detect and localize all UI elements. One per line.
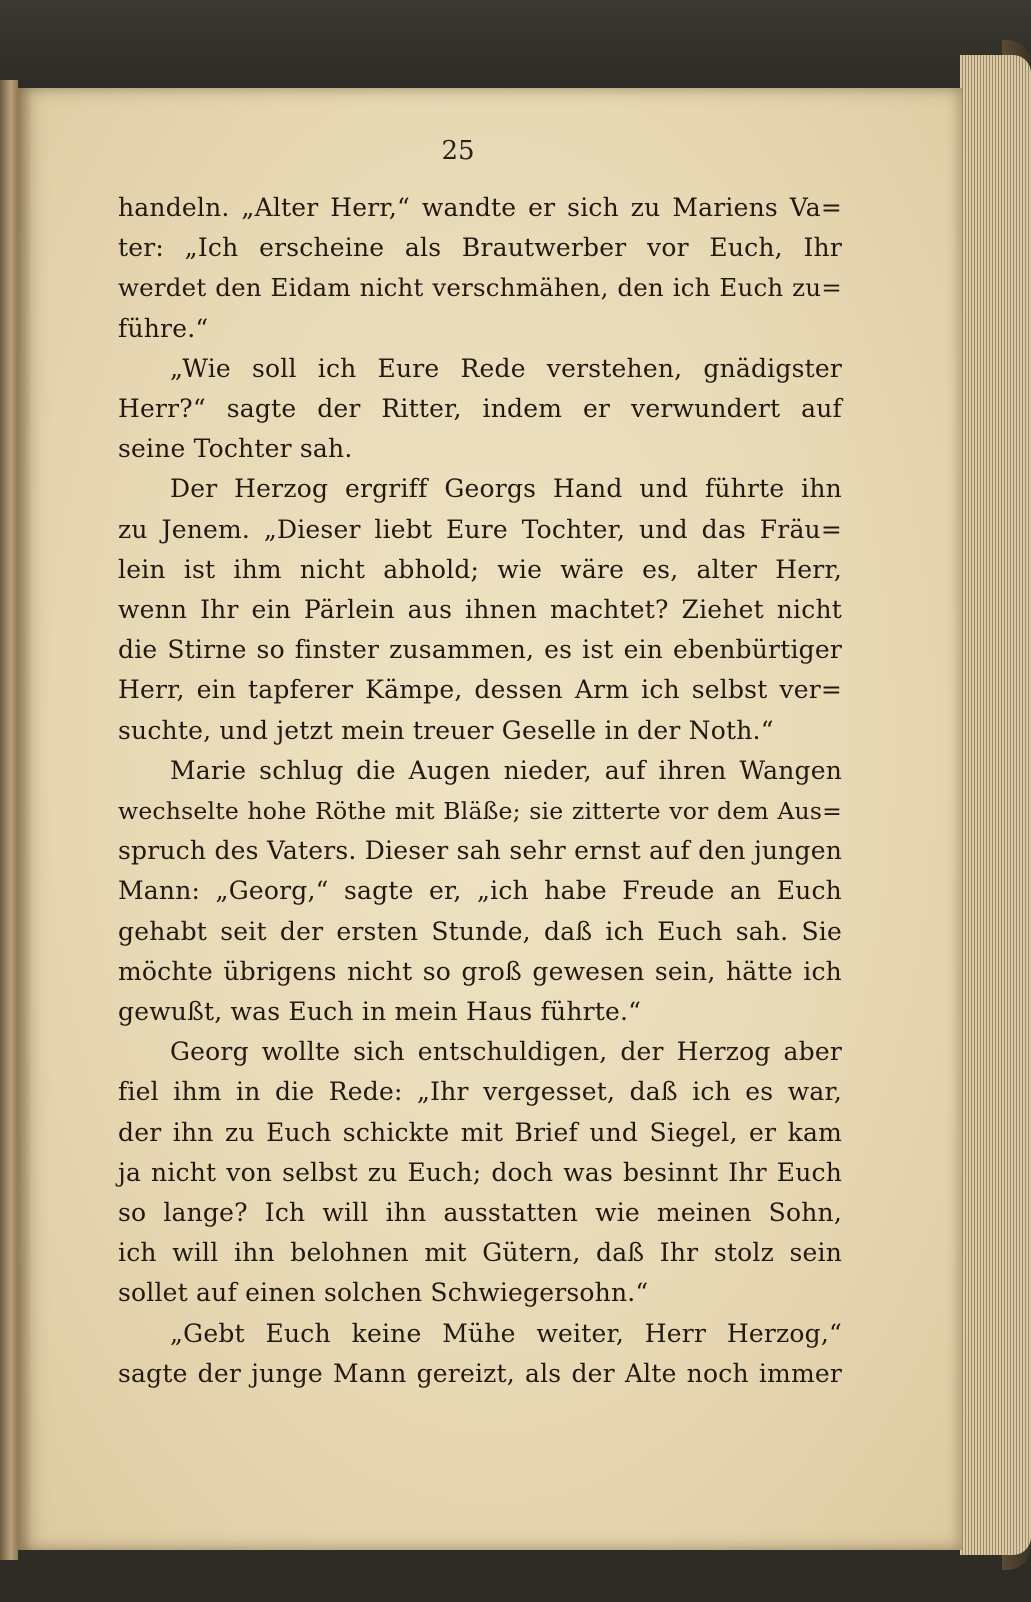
page-number: 25	[441, 136, 475, 166]
text-line: fiel ihm in die Rede: „Ihr vergesset, daß ich es war,	[118, 1077, 842, 1107]
text-line: spruch des Vaters. Dieser sah sehr ernst auf den jungen	[118, 836, 842, 866]
text-line: sagte der junge Mann gereizt, als der Alte noch immer	[118, 1358, 842, 1388]
text-line: Mann: „Georg,“ sagte er, „ich habe Freude an Euch	[118, 876, 842, 906]
text-line: Herr?“ sagte der Ritter, indem er verwundert auf	[118, 394, 842, 423]
text-line: lein ist ihm nicht abhold; wie wäre es, alter Herr,	[118, 554, 842, 584]
text-line: Herr, ein tapferer Kämpe, dessen Arm ich selbst ver=	[118, 675, 842, 705]
page-edges	[960, 55, 1031, 1555]
previous-page-edge	[0, 80, 18, 1560]
book-page	[18, 88, 962, 1550]
text-line: führe.“	[118, 313, 209, 343]
page-gutter-shadow	[18, 88, 32, 1550]
text-line: suchte, und jetzt mein treuer Geselle in der Noth.“	[118, 715, 774, 745]
text-line: handeln. „Alter Herr,“ wandte er sich zu Mariens Va=	[118, 193, 842, 222]
text-line: Marie schlug die Augen nieder, auf ihren Wangen	[170, 755, 842, 785]
text-line: so lange? Ich will ihn ausstatten wie meinen Sohn,	[118, 1198, 842, 1227]
text-line: „Wie soll ich Eure Rede verstehen, gnädigster	[170, 353, 842, 383]
text-line: wechselte hohe Röthe mit Bläße; sie zitterte vor dem Aus=	[118, 797, 842, 825]
scanner-backdrop	[0, 0, 1031, 95]
text-line: die Stirne so finster zusammen, es ist ein ebenbürtiger	[118, 635, 842, 665]
text-line: sollet auf einen solchen Schwiegersohn.“	[118, 1278, 649, 1308]
text-line: Georg wollte sich entschuldigen, der Herzog aber	[170, 1037, 842, 1067]
text-line: „Gebt Euch keine Mühe weiter, Herr Herzog,“	[170, 1318, 842, 1348]
text-line: möchte übrigens nicht so groß gewesen sein, hätte ich	[118, 956, 842, 986]
text-line: zu Jenem. „Dieser liebt Eure Tochter, und das Fräu=	[118, 514, 842, 544]
text-line: ter: „Ich erscheine als Brautwerber vor Euch, Ihr	[118, 233, 842, 263]
text-line: seine Tochter sah.	[118, 434, 353, 464]
text-line: ich will ihn belohnen mit Gütern, daß Ihr stolz sein	[118, 1238, 842, 1268]
text-line: werdet den Eidam nicht verschmähen, den ich Euch zu=	[118, 273, 842, 303]
text-line: wenn Ihr ein Pärlein aus ihnen machtet? Ziehet nicht	[118, 595, 842, 624]
text-line: der ihn zu Euch schickte mit Brief und Siegel, er kam	[118, 1117, 842, 1147]
text-line: Der Herzog ergriff Georgs Hand und führte ihn	[170, 474, 842, 504]
text-line: gehabt seit der ersten Stunde, daß ich Euch sah. Sie	[118, 916, 842, 946]
text-line: gewußt, was Euch in mein Haus führte.“	[118, 997, 642, 1026]
text-line: ja nicht von selbst zu Euch; doch was besinnt Ihr Euch	[118, 1157, 842, 1187]
